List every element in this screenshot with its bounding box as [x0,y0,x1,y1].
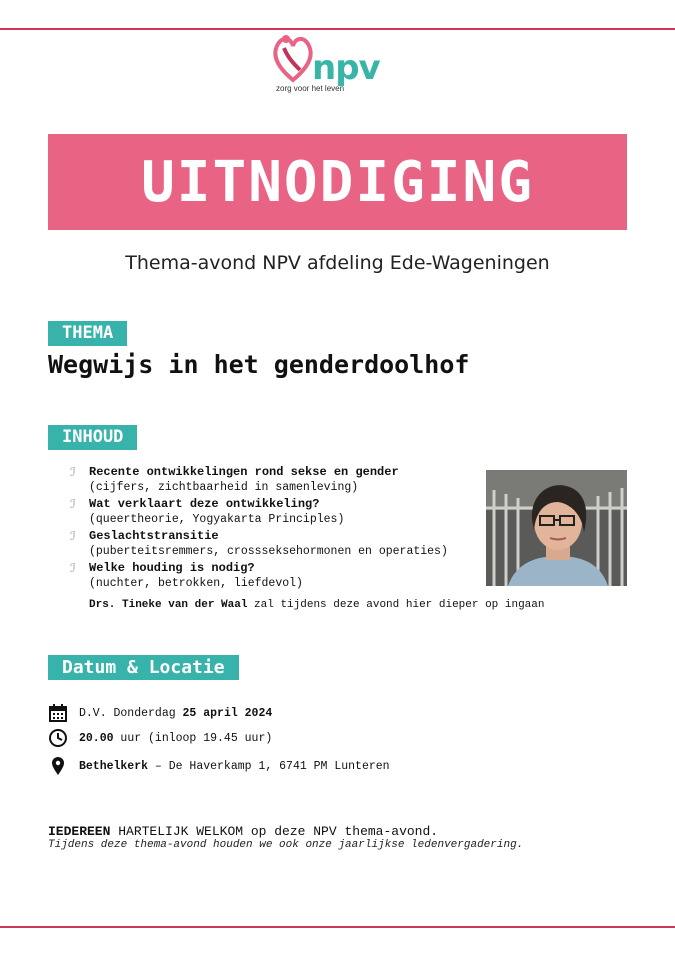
bottom-divider [0,926,675,928]
welcome-text [48,824,438,839]
calendar-icon [48,703,68,723]
list-item-detail: (puberteitsremmers, crossseksehormonen en operaties) [89,545,448,558]
place-name: Bethelkerk [79,759,149,773]
location-pin-icon [48,756,68,776]
time-row [48,728,272,748]
heart-figure-icon [270,30,316,86]
list-item [68,465,488,495]
place-address: – De Haverkamp 1, 6741 PM Lunteren [148,759,390,773]
inhoud-label: INHOUD [48,425,137,450]
welcome-bold: IEDEREEN [48,824,111,839]
datum-locatie-label: Datum & Locatie [48,655,239,680]
date-text [79,707,272,720]
list-item-detail: (queertheorie, Yogyakarta Principles) [89,513,345,526]
list-item-title: Recente ontwikkelingen rond sekse en gender [89,465,399,479]
paperclip-icon: ℐ [70,497,76,511]
time-value: 20.00 [79,731,114,745]
list-item-title: Geslachtstransitie [89,529,219,543]
speaker-name: Drs. Tineke van der Waal [89,599,248,611]
welcome-rest: HARTELIJK WELKOM op deze NPV thema-avond. [110,824,439,839]
list-item [68,529,488,559]
location-text [79,760,390,773]
clock-icon [48,728,68,748]
meeting-note: Tijdens deze thema-avond houden we ook onze jaarlijkse ledenvergadering. [48,839,524,851]
theme-title: Wegwijs in het genderdoolhof [48,350,470,379]
banner-title: UITNODIGING [141,149,534,215]
speaker-photo [486,470,627,586]
speaker-text: zal tijdens deze avond hier dieper op ingaan [247,599,545,611]
date-value: 25 april 2024 [182,706,273,720]
logo-tagline: zorg voor het leven [276,84,345,93]
list-item-detail: (cijfers, zichtbaarheid in samenleving) [89,481,359,494]
event-subtitle: Thema-avond NPV afdeling Ede-Wageningen [125,252,550,274]
list-item-title: Wat verklaart deze ontwikkeling? [89,497,320,511]
logo-wordmark: npv [312,48,380,88]
location-row [48,756,390,776]
list-item [68,561,488,591]
paperclip-icon: ℐ [70,529,76,543]
list-item-detail: (nuchter, betrokken, liefdevol) [89,577,303,590]
content-list [68,465,488,593]
time-text [79,732,272,745]
speaker-note [89,599,545,611]
date-prefix: D.V. Donderdag [79,706,183,720]
npv-logo [270,30,400,100]
paperclip-icon: ℐ [70,561,76,575]
invitation-banner [48,134,627,230]
date-row [48,703,272,723]
list-item [68,497,488,527]
time-suffix: uur (inloop 19.45 uur) [113,731,273,745]
thema-label: THEMA [48,321,127,346]
list-item-title: Welke houding is nodig? [89,561,255,575]
paperclip-icon: ℐ [70,465,76,479]
